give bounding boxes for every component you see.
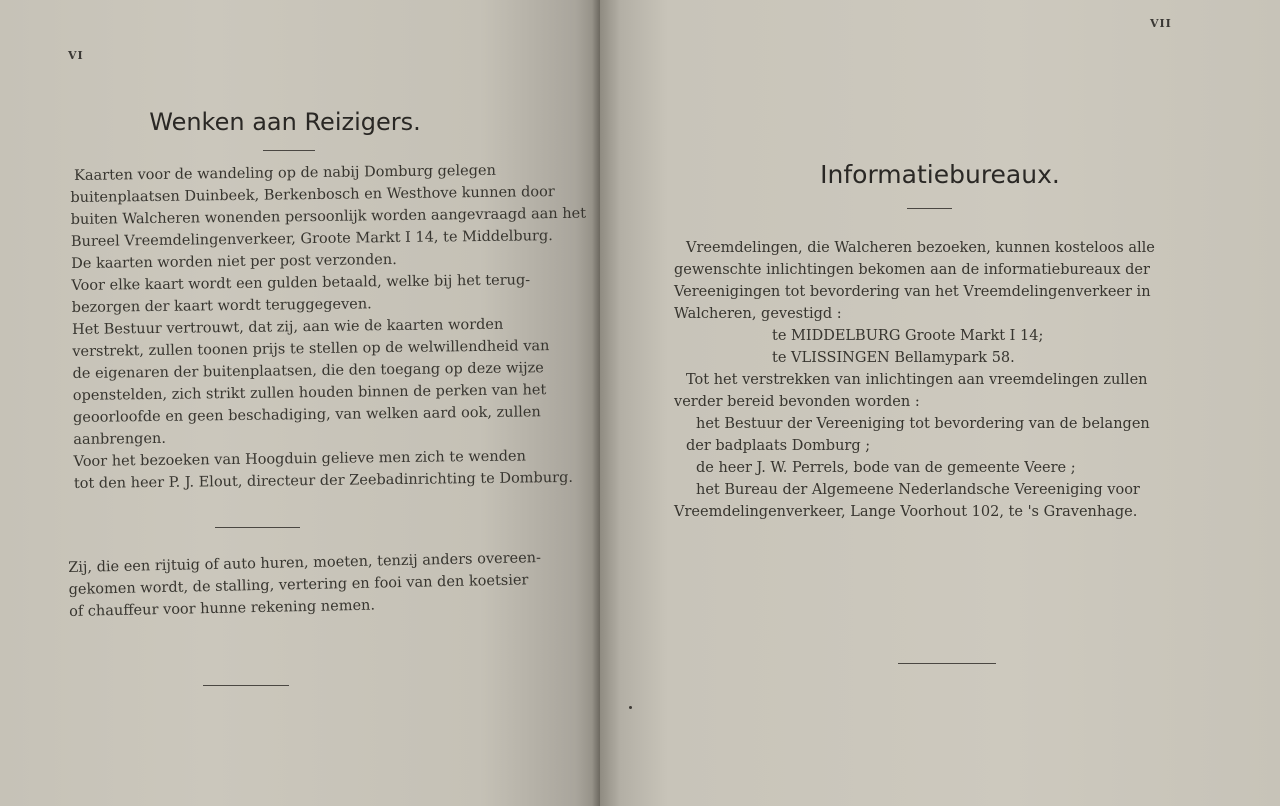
text-line: der badplaats Domburg ; (686, 438, 871, 454)
text-line: Vereenigingen tot bevordering van het Vreemdelingenverkeer in (674, 284, 1151, 300)
text-line: buitenplaatsen Duinbeek, Berkenbosch en Westhove kunnen door (70, 184, 555, 206)
paragraph-cards (70, 160, 587, 495)
text-line: Vreemdelingenverkeer, Lange Voorhout 102, te 's Gravenhage. (674, 504, 1138, 520)
text-line: Tot het verstrekken van inlichtingen aan vreemdelingen zullen (686, 372, 1148, 388)
right-page-number: VII (1150, 17, 1172, 30)
text-line: Voor elke kaart wordt een gulden betaald, welke bij het terug- (71, 272, 531, 294)
right-page (600, 0, 1280, 806)
paragraph-info (674, 237, 1214, 523)
text-line: de eigenaren der buitenplaatsen, die den toegang op deze wijze (72, 360, 544, 382)
address-vlissingen: te VLISSINGEN Bellamypark 58. (772, 350, 1015, 366)
title-divider (907, 208, 952, 209)
left-page-number: VI (68, 49, 84, 62)
text-line: De kaarten worden niet per post verzonden. (71, 252, 397, 272)
text-line: Walcheren, gevestigd : (674, 306, 842, 322)
left-page-title: Wenken aan Reizigers. (149, 108, 421, 136)
left-page (0, 0, 600, 806)
text-line: Bureel Vreemdelingenverkeer, Groote Markt I 14, te Middelburg. (70, 228, 553, 250)
text-line: geoorloofde en geen beschadiging, van welken aard ook, zullen (72, 404, 541, 426)
end-divider (898, 663, 996, 664)
section-divider (215, 527, 300, 528)
text-line: gewenschte inlichtingen bekomen aan de informatiebureaux der (674, 262, 1150, 278)
text-line: Het Bestuur vertrouwt, dat zij, aan wie de kaarten worden (71, 316, 504, 338)
text-line: het Bureau der Algemeene Nederlandsche Vereeniging voor (696, 482, 1140, 498)
text-line: Vreemdelingen, die Walcheren bezoeken, kunnen kosteloos alle (686, 240, 1155, 256)
text-line: de heer J. W. Perrels, bode van de gemeente Veere ; (696, 460, 1076, 476)
paper-speck (629, 706, 632, 709)
paragraph-vehicles (68, 548, 542, 623)
text-line: tot den heer P. J. Elout, directeur der Zeebadinrichting te Domburg. (73, 469, 574, 492)
text-line: verstrekt, zullen toonen prijs te stellen op de welwillendheid van (72, 338, 550, 360)
end-divider (203, 685, 289, 686)
text-line: Voor het bezoeken van Hoogduin gelieve men zich te wenden (73, 448, 526, 470)
text-line: Zij, die een rijtuig of auto huren, moeten, tenzij anders overeen- (68, 550, 542, 576)
text-line: het Bestuur der Vereeniging tot bevordering van de belangen (696, 416, 1150, 432)
right-page-title: Informatiebureaux. (820, 160, 1060, 189)
text-line: bezorgen der kaart wordt teruggegeven. (71, 296, 372, 316)
text-line: of chauffeur voor hunne rekening nemen. (68, 597, 376, 620)
title-divider (263, 150, 315, 151)
address-middelburg: te MIDDELBURG Groote Markt I 14; (772, 328, 1044, 344)
text-line: gekomen wordt, de stalling, vertering en fooi van den koetsier (68, 572, 529, 598)
text-line: buiten Walcheren wonenden persoonlijk worden aangevraagd aan het (70, 205, 587, 228)
text-line: openstelden, zich strikt zullen houden binnen de perken van het (72, 382, 547, 404)
text-line: aanbrengen. (73, 430, 167, 448)
text-line: Kaarten voor de wandeling op de nabij Domburg gelegen (74, 162, 496, 184)
text-line: verder bereid bevonden worden : (674, 394, 920, 410)
